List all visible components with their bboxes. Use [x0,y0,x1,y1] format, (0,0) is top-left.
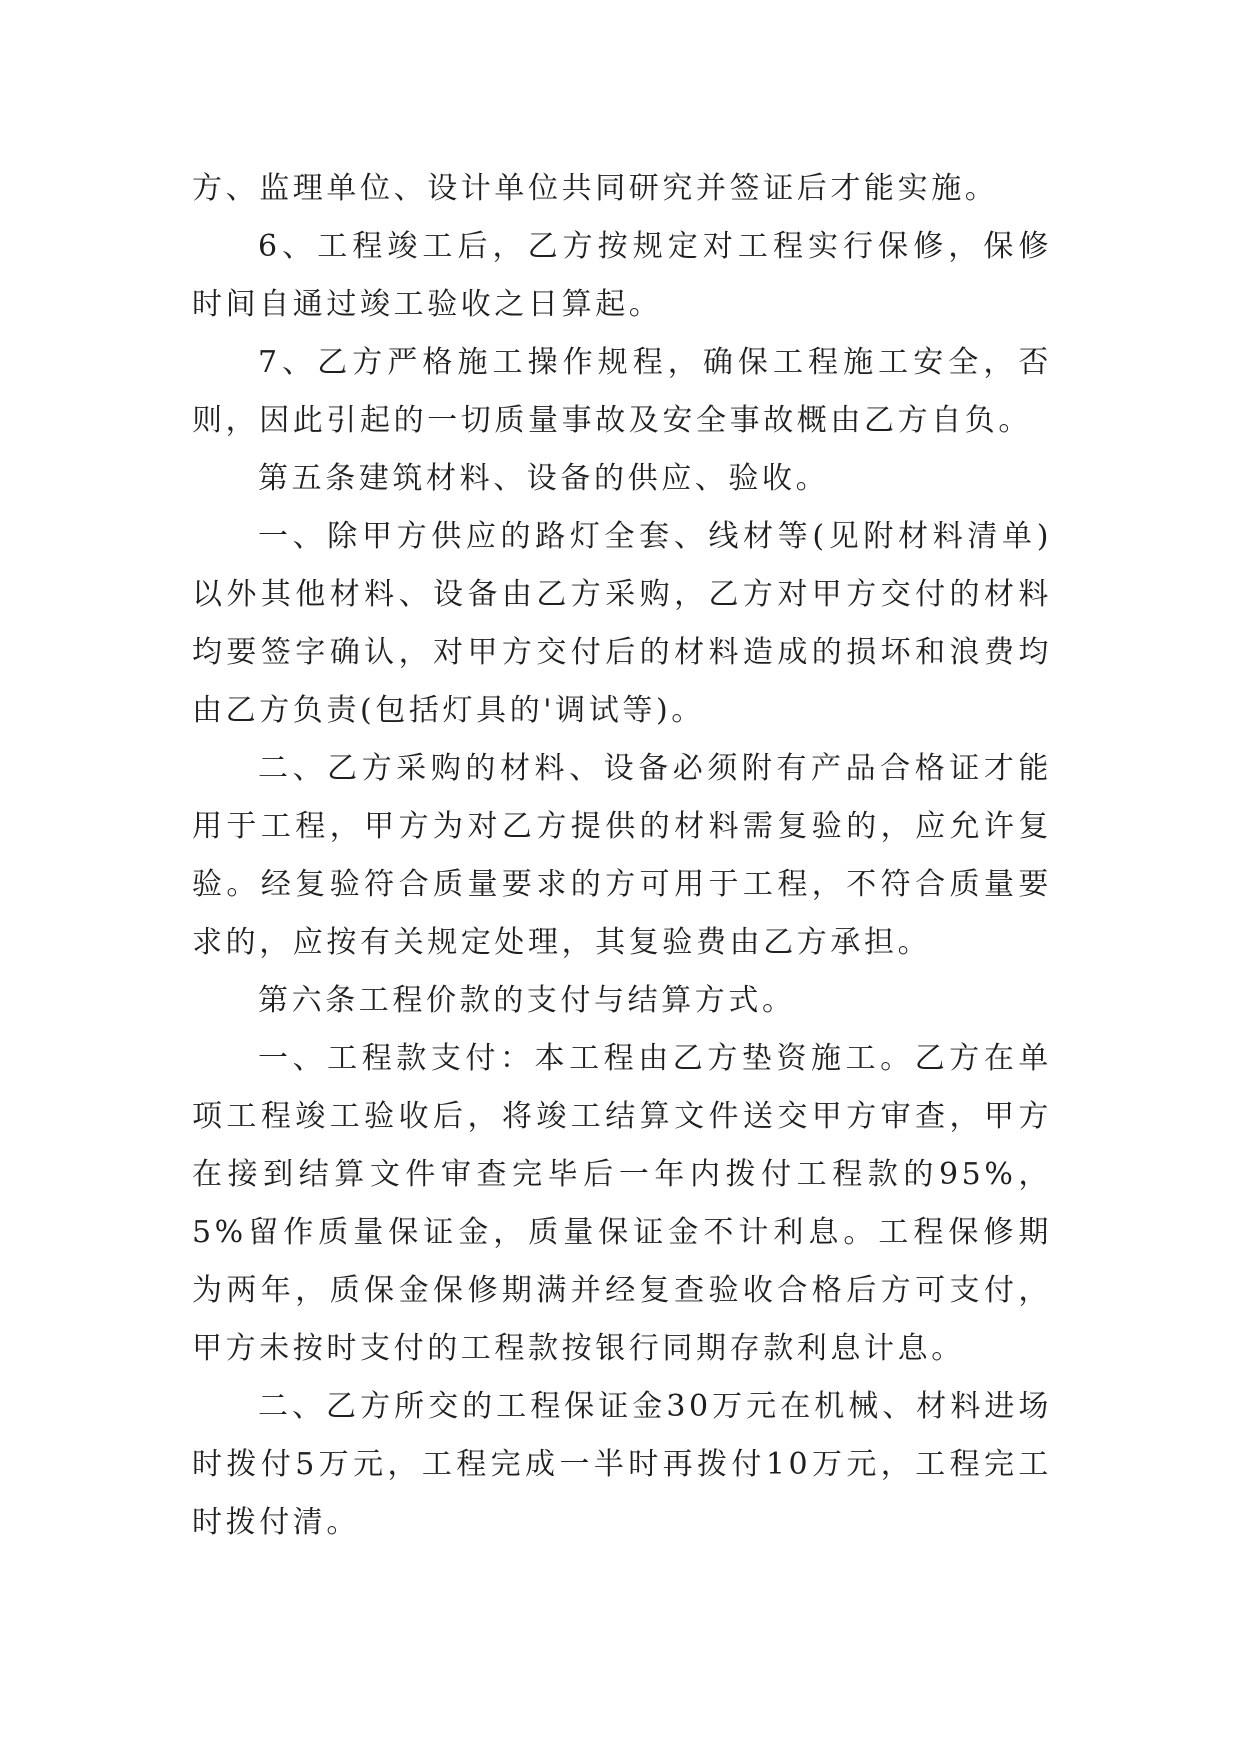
paragraph-article-6-clause-2: 二、乙方所交的工程保证金30万元在机械、材料进场时拨付5万元，工程完成一半时再拨付10万元，工程完工时拨付清。 [192,1389,1052,1540]
paragraph-item-6: 6、工程竣工后，乙方按规定对工程实行保修，保修时间自通过竣工验收之日算起。 [192,229,1052,322]
paragraph-article-5-clause-1: 一、除甲方供应的路灯全套、线材等(见附材料清单)以外其他材料、设备由乙方采购，乙方对甲方交付的材料均要签字确认，对甲方交付后的材料造成的损坏和浪费均由乙方负责(包括灯具的'调试等)。 [192,519,1052,728]
paragraph-item-7: 7、乙方严格施工操作规程，确保工程施工安全，否则，因此引起的一切质量事故及安全事故概由乙方自负。 [192,345,1052,438]
document-body [192,160,1052,1552]
paragraph-article-5-clause-2: 二、乙方采购的材料、设备必须附有产品合格证才能用于工程，甲方为对乙方提供的材料需复验的，应允许复验。经复验符合质量要求的方可用于工程，不符合质量要求的，应按有关规定处理，其复验费由乙方承担。 [192,751,1052,960]
paragraph-article-6-clause-1: 一、工程款支付：本工程由乙方垫资施工。乙方在单项工程竣工验收后，将竣工结算文件送交甲方审查，甲方在接到结算文件审查完毕后一年内拨付工程款的95%，5%留作质量保证金，质量保证金不计利息。工程保修期为两年，质保金保修期满并经复查验收合格后方可支付，甲方未按时支付的工程款按银行同期存款利息计息。 [192,1041,1052,1366]
section-heading-article-5: 第五条建筑材料、设备的供应、验收。 [258,461,830,496]
paragraph-continuation: 方、监理单位、设计单位共同研究并签证后才能实施。 [192,171,999,206]
section-heading-article-6: 第六条工程价款的支付与结算方式。 [258,983,796,1018]
